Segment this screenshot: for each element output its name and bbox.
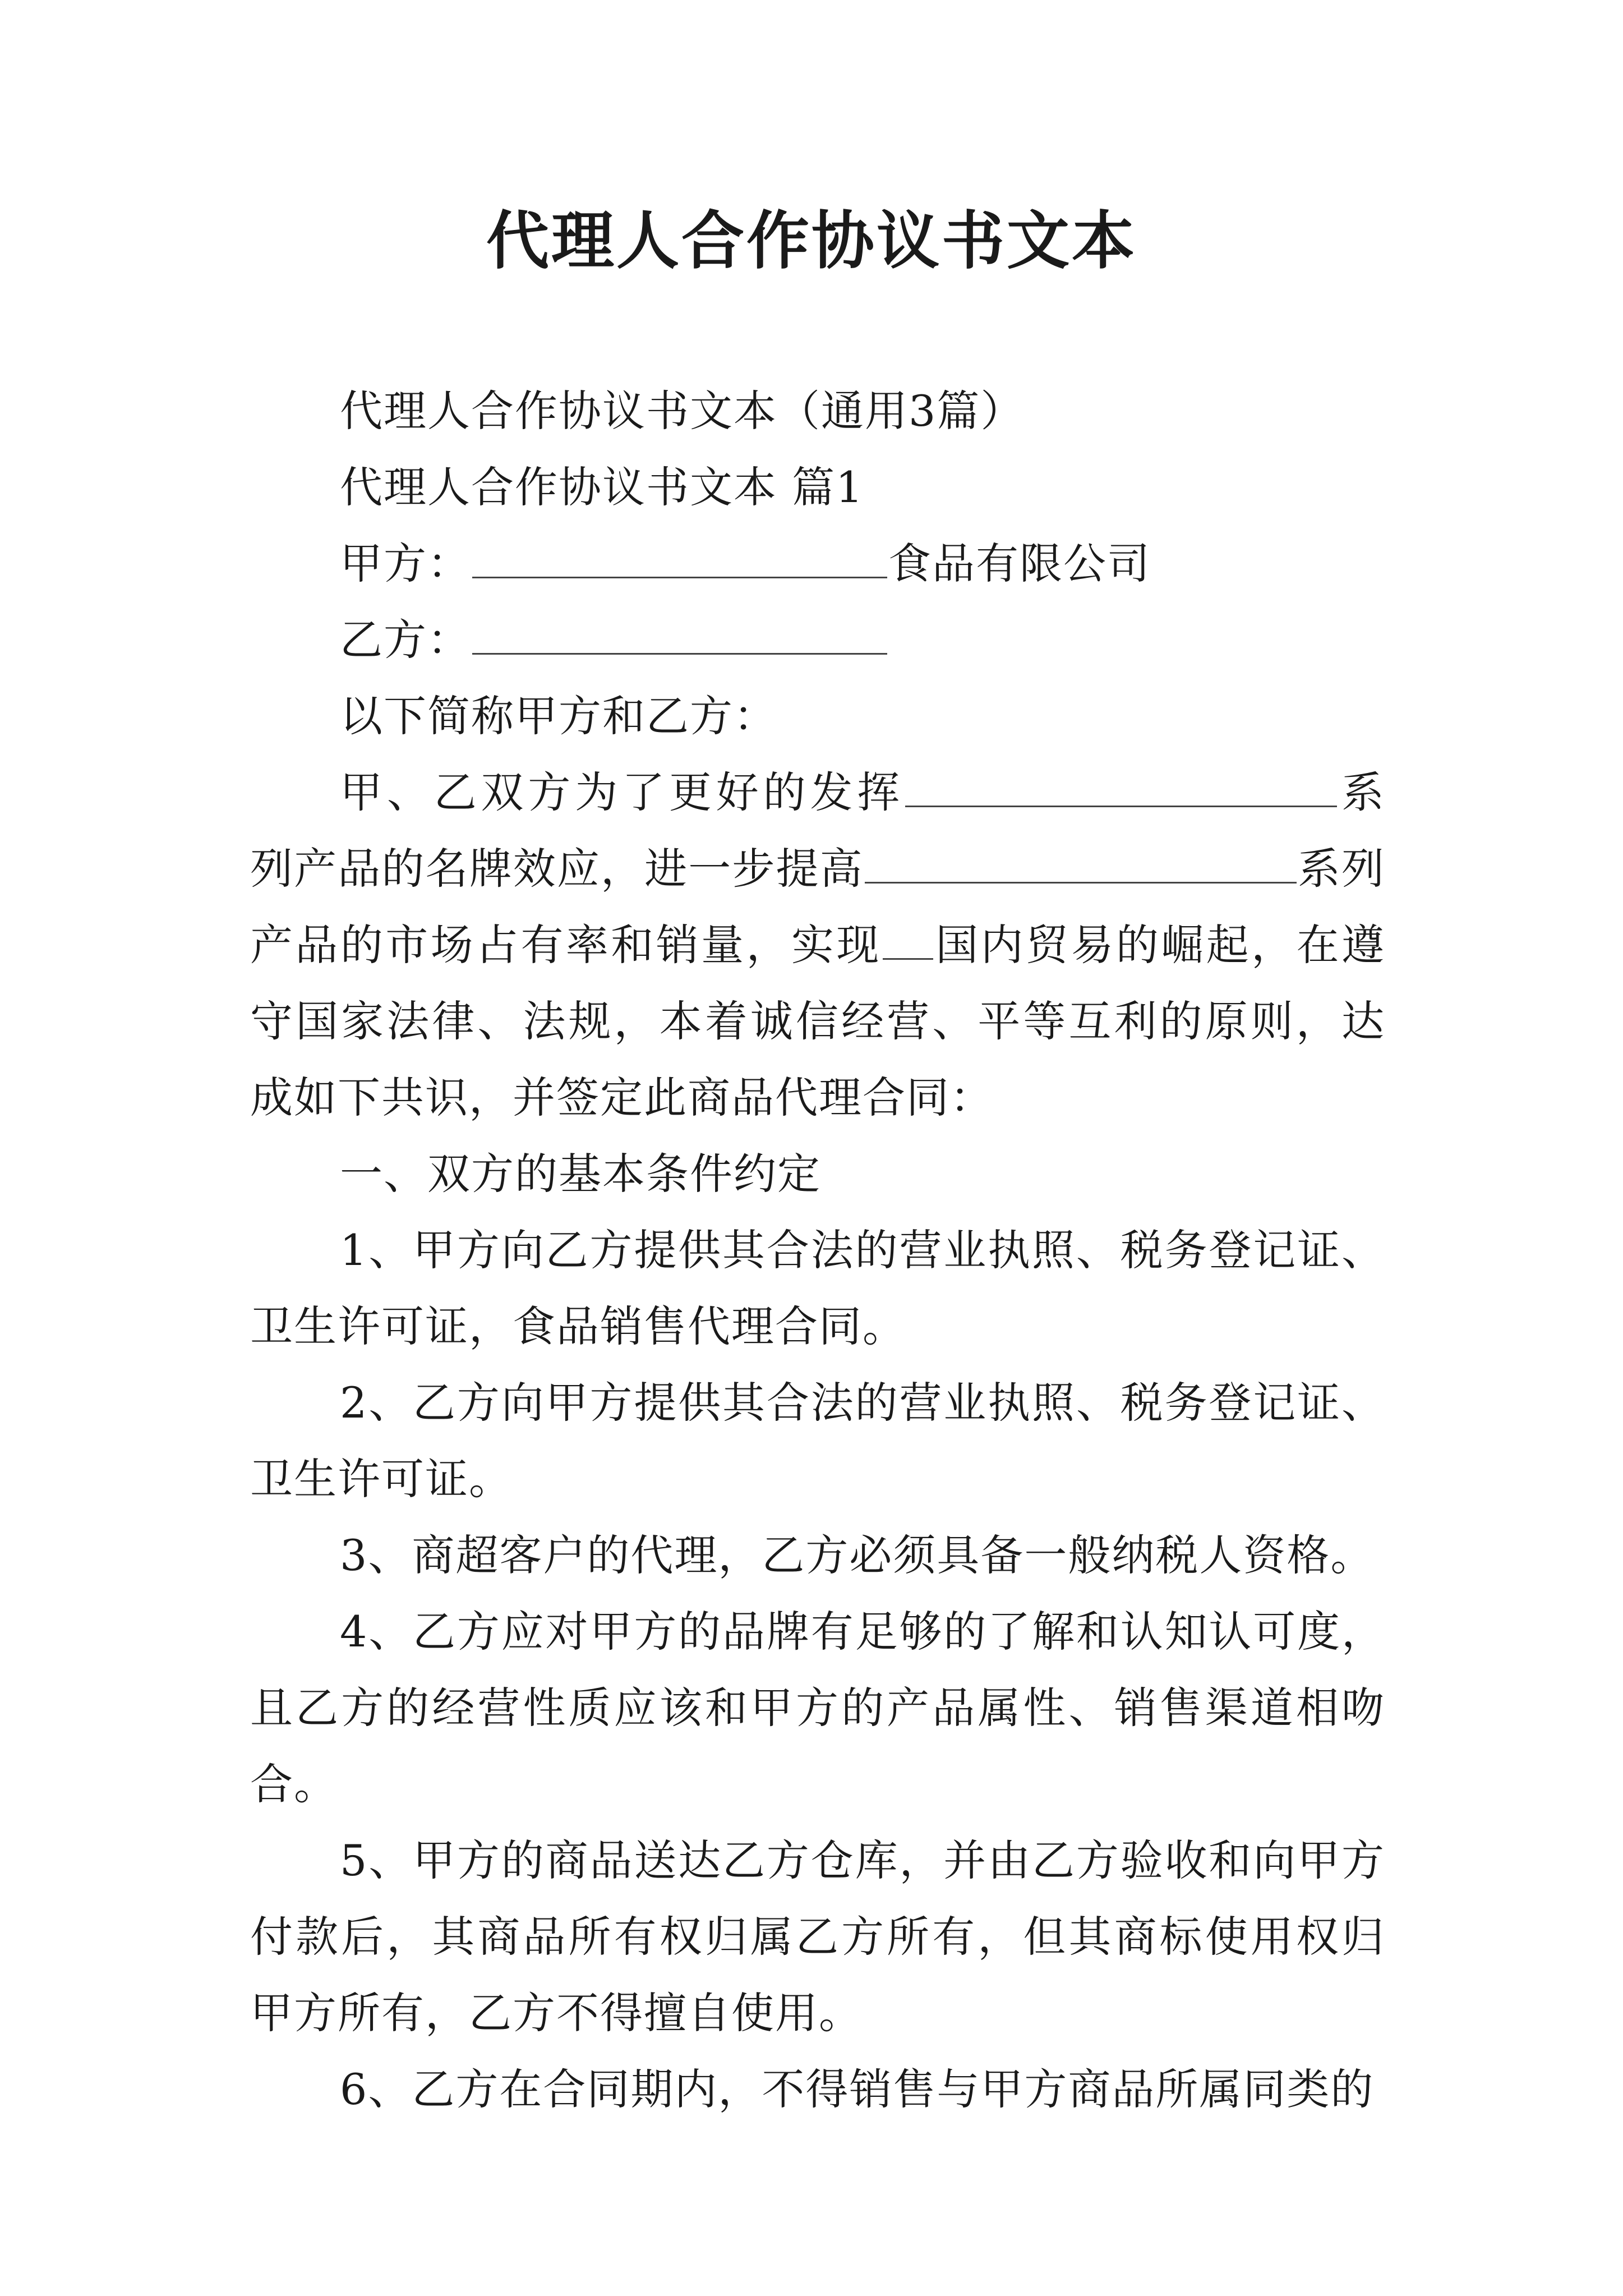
- clause-4: 4、乙方应对甲方的品牌有足够的了解和认知认可度，且乙方的经营性质应该和甲方的产品属性、销售渠道相吻合。: [250, 1607, 1385, 1809]
- paragraph-preamble: [250, 754, 1385, 1136]
- clause-2: 2、乙方向甲方提供其合法的营业执照、税务登记证、卫生许可证。: [250, 1378, 1385, 1504]
- preamble-blank-2: [865, 841, 1297, 884]
- clause-1: 1、甲方向乙方提供其合法的营业执照、税务登记证、卫生许可证，食品销售代理合同。: [250, 1225, 1385, 1351]
- document-body: [250, 373, 1385, 2128]
- paragraph-subtitle: 代理人合作协议书文本（通用3篇）: [340, 386, 1025, 436]
- party-a-line: [250, 526, 1385, 602]
- clause-3: 3、商超客户的代理，乙方必须具备一般纳税人资格。: [340, 1530, 1375, 1580]
- preamble-part-2: 系列产品的名牌效应，进一步提高: [250, 767, 1386, 894]
- clause-5: 5、甲方的商品送达乙方仓库，并由乙方验收和向甲方付款后，其商品所有权归属乙方所有，但其商标使用权归甲方所有，乙方不得擅自使用。: [250, 1835, 1385, 2038]
- party-b-blank: [472, 613, 887, 655]
- document-title: 代理人合作协议书文本: [486, 204, 1137, 278]
- preamble-blank-1: [905, 765, 1337, 807]
- party-a-blank: [472, 536, 887, 578]
- party-b-label: 乙方：: [340, 615, 471, 665]
- paragraph-section-heading: 代理人合作协议书文本 篇1: [340, 462, 864, 512]
- party-a-label: 甲方：: [340, 539, 471, 588]
- section-heading-1: 一、双方的基本条件约定: [340, 1149, 821, 1199]
- preamble-blank-3: [883, 918, 933, 960]
- preamble-part-4: 国内贸易的崛起，在遵守国家法律、法规，本着诚信经营、平等互利的原则，达成如下共识，并签定此商品代理合同：: [250, 920, 1386, 1122]
- preamble-part-1: 甲、乙双方为了更好的发挥: [340, 767, 905, 817]
- clause-6: 6、乙方在合同期内，不得销售与甲方商品所属同类的: [340, 2064, 1375, 2114]
- preamble-part-3: 系列产品的市场占有率和销量，实现: [250, 844, 1385, 970]
- paragraph-abbreviation: 以下简称甲方和乙方：: [340, 691, 777, 741]
- party-a-suffix: 食品有限公司: [888, 539, 1151, 588]
- party-b-line: [250, 602, 1385, 678]
